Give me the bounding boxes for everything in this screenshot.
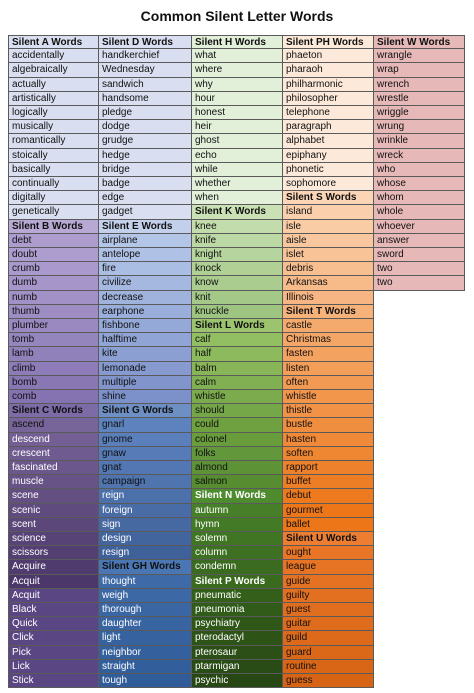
word-cell: two [374,262,465,276]
word-cell: sword [374,248,465,262]
word-cell: aisle [283,234,374,248]
section-header: Silent L Words [192,319,283,333]
word-cell: Quick [8,617,99,631]
word-cell: digitally [8,191,99,205]
page-title: Common Silent Letter Words [140,8,334,24]
word-cell: sign [99,518,192,532]
word-cell: debut [283,489,374,503]
word-cell: alphabet [283,134,374,148]
word-cell: grudge [99,134,192,148]
word-cell: actually [8,78,99,92]
word-cell: debris [283,262,374,276]
word-cell: guest [283,603,374,617]
section-header: Silent T Words [283,305,374,319]
word-cell: gourmet [283,504,374,518]
word-cell: knock [192,262,283,276]
word-cell: handkerchief [99,49,192,63]
word-cell: knife [192,234,283,248]
word-cell: artistically [8,92,99,106]
word-cell: shine [99,390,192,404]
word-cell: folks [192,447,283,461]
word-cell: sophomore [283,177,374,191]
word-cell: debt [8,234,99,248]
section-header: Silent W Words [374,35,465,49]
word-cell: lamb [8,347,99,361]
word-cell: weigh [99,589,192,603]
word-cell: whether [192,177,283,191]
word-cell: know [192,276,283,290]
section-header: Silent G Words [99,404,192,418]
word-cell: condemn [192,560,283,574]
word-cell: bridge [99,163,192,177]
word-cell: wrench [374,78,465,92]
word-cell: whistle [192,390,283,404]
word-cell: doubt [8,248,99,262]
word-cell: bustle [283,418,374,432]
word-cell: guilty [283,589,374,603]
word-cell: often [283,376,374,390]
section-header: Silent C Words [8,404,99,418]
word-cell: crumb [8,262,99,276]
word-cell: scenic [8,504,99,518]
word-cell: Lick [8,660,99,674]
word-cell: almond [192,461,283,475]
word-cell: Arkansas [283,276,374,290]
word-cell: echo [192,149,283,163]
word-cell: algebraically [8,63,99,77]
word-cell: ballet [283,518,374,532]
word-cell: continually [8,177,99,191]
word-cell: buffet [283,475,374,489]
section-header: Silent U Words [283,532,374,546]
word-cell: gnarl [99,418,192,432]
word-cell: crescent [8,447,99,461]
word-cell: salmon [192,475,283,489]
word-cell: resign [99,546,192,560]
word-cell: scent [8,518,99,532]
word-cell: wrestle [374,92,465,106]
word-cell: whoever [374,220,465,234]
word-cell: neighbor [99,646,192,660]
word-cell: thumb [8,305,99,319]
word-cell: epiphany [283,149,374,163]
word-cell: wriggle [374,106,465,120]
word-cell: heir [192,120,283,134]
word-cell: fishbone [99,319,192,333]
word-cell: descend [8,433,99,447]
word-cell: stoically [8,149,99,163]
word-cell: column [192,546,283,560]
word-cell: Wednesday [99,63,192,77]
word-cell: pharaoh [283,63,374,77]
word-cell: science [8,532,99,546]
word-cell: ghost [192,134,283,148]
word-cell: fascinated [8,461,99,475]
word-cell: basically [8,163,99,177]
word-cell: thorough [99,603,192,617]
word-cell: rapport [283,461,374,475]
word-cell: thistle [283,404,374,418]
word-cell: solemn [192,532,283,546]
word-cell: ascend [8,418,99,432]
word-cell: guitar [283,617,374,631]
word-cell: Illinois [283,291,374,305]
section-header: Silent GH Words [99,560,192,574]
word-cell: paragraph [283,120,374,134]
word-cell: phaeton [283,49,374,63]
word-cell: bomb [8,376,99,390]
word-cell: edge [99,191,192,205]
word-cell: league [283,560,374,574]
word-cell: straight [99,660,192,674]
word-cell: wreck [374,149,465,163]
section-header: Silent K Words [192,205,283,219]
word-cell: pterodactyl [192,631,283,645]
word-cell: gnat [99,461,192,475]
word-cell: decrease [99,291,192,305]
word-cell: design [99,532,192,546]
word-cell: what [192,49,283,63]
word-cell: autumn [192,504,283,518]
word-cell: while [192,163,283,177]
word-cell: why [192,78,283,92]
word-cell: routine [283,660,374,674]
word-cell: kite [99,347,192,361]
word-cell: airplane [99,234,192,248]
section-header: Silent B Words [8,220,99,234]
word-cell: castle [283,319,374,333]
word-cell: fire [99,262,192,276]
word-cell: gnome [99,433,192,447]
word-cell: island [283,205,374,219]
word-cell: where [192,63,283,77]
word-cell: whole [374,205,465,219]
word-cell: colonel [192,433,283,447]
word-cell: daughter [99,617,192,631]
word-cell: gnaw [99,447,192,461]
word-cell: soften [283,447,374,461]
word-cell: logically [8,106,99,120]
word-cell: pledge [99,106,192,120]
word-cell: accidentally [8,49,99,63]
word-cell: psychiatry [192,617,283,631]
word-cell: dumb [8,276,99,290]
word-cell: badge [99,177,192,191]
word-cell: fasten [283,347,374,361]
word-cell: earphone [99,305,192,319]
word-cell: psychic [192,674,283,688]
word-cell: sandwich [99,78,192,92]
section-header: Silent H Words [192,35,283,49]
word-cell: listen [283,362,374,376]
word-cell: handsome [99,92,192,106]
word-cell: answer [374,234,465,248]
word-cell: thought [99,575,192,589]
word-cell: muscle [8,475,99,489]
section-header: Silent A Words [8,35,99,49]
word-cell: hasten [283,433,374,447]
word-cell: guess [283,674,374,688]
word-cell: scene [8,489,99,503]
section-header: Silent S Words [283,191,374,205]
word-cell: wrangle [374,49,465,63]
word-cell: gadget [99,205,192,219]
section-header: Silent E Words [99,220,192,234]
word-cell: plumber [8,319,99,333]
word-cell: genetically [8,205,99,219]
word-cell: two [374,276,465,290]
word-cell: multiple [99,376,192,390]
word-cell: balm [192,362,283,376]
word-cell: Black [8,603,99,617]
word-cell: whose [374,177,465,191]
word-cell: half [192,347,283,361]
word-cell: guide [283,575,374,589]
word-cell: dodge [99,120,192,134]
word-cell: lemonade [99,362,192,376]
word-cell: Acquit [8,589,99,603]
word-cell: phonetic [283,163,374,177]
word-cell: Christmas [283,333,374,347]
word-cell: wrap [374,63,465,77]
word-cell: foreign [99,504,192,518]
word-cell: reign [99,489,192,503]
word-cell: could [192,418,283,432]
word-cell: knee [192,220,283,234]
word-cell: romantically [8,134,99,148]
word-cell: numb [8,291,99,305]
word-cell: philharmonic [283,78,374,92]
word-cell: tough [99,674,192,688]
word-cell: Acquire [8,560,99,574]
word-cell: campaign [99,475,192,489]
section-header: Silent D Words [99,35,192,49]
section-header: Silent PH Words [283,35,374,49]
word-cell: antelope [99,248,192,262]
word-cell: civilize [99,276,192,290]
word-cell: hymn [192,518,283,532]
word-cell: who [374,163,465,177]
word-cell: climb [8,362,99,376]
word-cell: Stick [8,674,99,688]
word-cell: guild [283,631,374,645]
word-cell: knuckle [192,305,283,319]
word-cell: when [192,191,283,205]
word-cell: wrung [374,120,465,134]
word-cell: islet [283,248,374,262]
word-cell: Acquit [8,575,99,589]
word-cell: wrinkle [374,134,465,148]
word-cell: philosopher [283,92,374,106]
word-cell: calf [192,333,283,347]
word-cell: hedge [99,149,192,163]
word-cell: knight [192,248,283,262]
word-cell: ptarmigan [192,660,283,674]
word-cell: pneumatic [192,589,283,603]
word-cell: ought [283,546,374,560]
word-cell: knit [192,291,283,305]
word-cell: scissors [8,546,99,560]
word-cell: hour [192,92,283,106]
word-cell: pterosaur [192,646,283,660]
word-cell: honest [192,106,283,120]
word-cell: whistle [283,390,374,404]
word-cell: telephone [283,106,374,120]
word-cell: light [99,631,192,645]
word-cell: should [192,404,283,418]
word-cell: musically [8,120,99,134]
word-cell: whom [374,191,465,205]
word-cell: pneumonia [192,603,283,617]
word-cell: tomb [8,333,99,347]
word-cell: Click [8,631,99,645]
word-cell: guard [283,646,374,660]
word-cell: comb [8,390,99,404]
word-cell: halftime [99,333,192,347]
word-cell: isle [283,220,374,234]
section-header: Silent N Words [192,489,283,503]
word-cell: calm [192,376,283,390]
word-cell: Pick [8,646,99,660]
section-header: Silent P Words [192,575,283,589]
